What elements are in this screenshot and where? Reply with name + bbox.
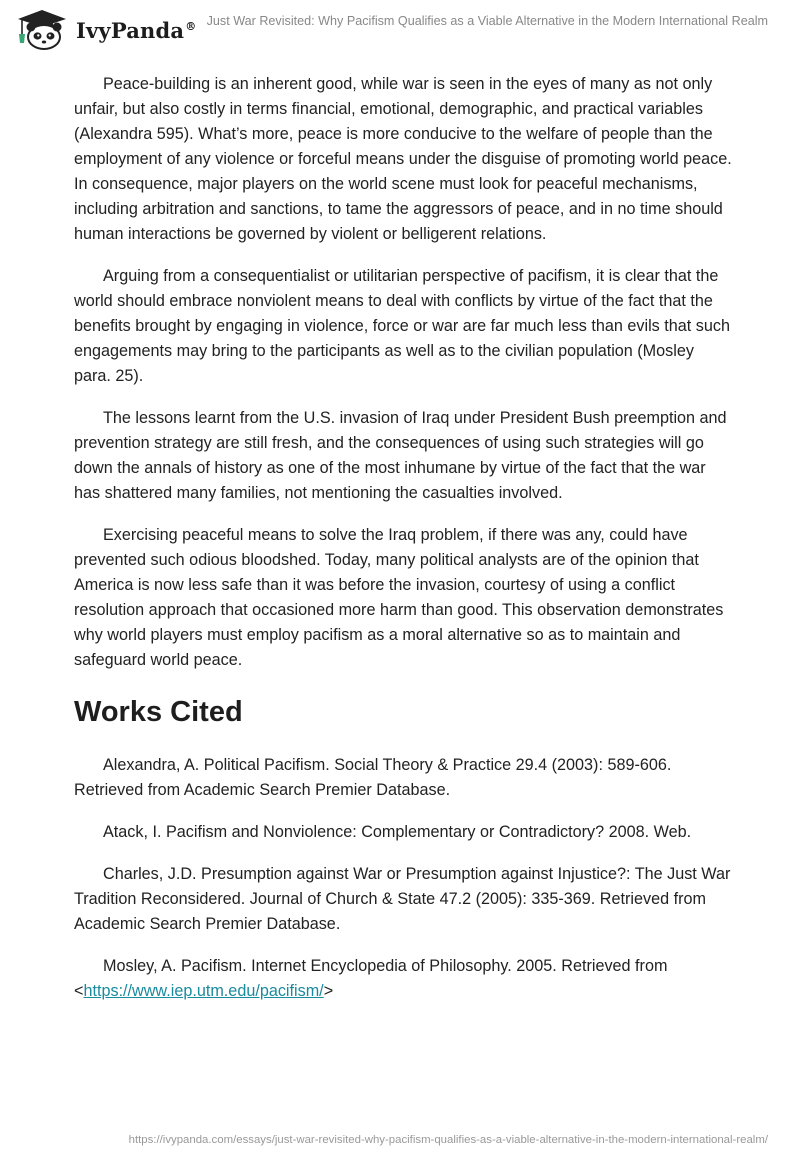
page-header bbox=[0, 0, 800, 60]
essay-content bbox=[74, 72, 734, 1021]
iep-pacifism-link[interactable]: https://www.iep.utm.edu/pacifism/ bbox=[83, 982, 324, 1000]
registered-mark: ® bbox=[185, 19, 197, 33]
body-paragraph-1: Peace-building is an inherent good, while war is seen in the eyes of many as not only unfair, but also costly in terms financial, emotional, demographic, and practical variables (Alexandra 595). What’s more, peace is more conducive to the welfare of people than the employment of any violence or forceful means under the disguise of promoting world peace. In consequence, major players on the world scene must look for peaceful mechanisms, including arbitration and sanctions, to tame the aggressors of peace, and in no time should human interactions be governed by violent or belligerent relations. bbox=[74, 75, 732, 243]
ivypanda-logo[interactable] bbox=[14, 8, 196, 50]
panda-graduate-icon bbox=[14, 8, 70, 50]
body-paragraph-3: The lessons learnt from the U.S. invasion of Iraq under President Bush preemption and prevention strategy are still fresh, and the consequences of using such strategies will go down the annals of history as one of the most inhumane by virtue of the fact that the war has shattered many families, not mentioning the casualties involved. bbox=[74, 409, 727, 502]
document-title: Just War Revisited: Why Pacifism Qualifies as a Viable Alternative in the Modern International Realm bbox=[206, 14, 768, 28]
brand-name: IvyPanda® bbox=[76, 17, 197, 43]
works-cited-heading: Works Cited bbox=[74, 696, 243, 728]
citation-entry-3: Charles, J.D. Presumption against War or Presumption against Injustice?: The Just War Tradition Reconsidered. Journal of Church & State 47.2 (2005): 335-369. Retrieved from Academic Search Premier Database. bbox=[74, 865, 731, 933]
body-paragraph-2: Arguing from a consequentialist or utilitarian perspective of pacifism, it is clear that the world should embrace nonviolent means to deal with conflicts by virtue of the fact that the benefits brought by engaging in violence, force or war are far much less than evils that such engagements may bring to the participants as well as to the civilian population (Mosley para. 25). bbox=[74, 267, 730, 385]
citation-entry-4 bbox=[74, 954, 734, 1004]
citation-entry-4-text: Mosley, A. Pacifism. Internet Encyclopedia of Philosophy. 2005. Retrieved from bbox=[103, 957, 668, 975]
citation-entry-1: Alexandra, A. Political Pacifism. Social Theory & Practice 29.4 (2003): 589-606. Retrieved from Academic Search Premier Database. bbox=[74, 756, 672, 799]
body-paragraph-4: Exercising peaceful means to solve the Iraq problem, if there was any, could have prevented such odious bloodshed. Today, many political analysts are of the opinion that America is now less safe than it was before the invasion, courtesy of using a conflict resolution approach that occasioned more harm than good. This observation demonstrates why world players must employ pacifism as a moral alternative so as to maintain and safeguard world peace. bbox=[74, 526, 724, 669]
citation-entry-2: Atack, I. Pacifism and Nonviolence: Complementary or Contradictory? 2008. Web. bbox=[103, 823, 692, 841]
link-open-bracket: < bbox=[74, 982, 84, 1000]
footer-source-url: https://ivypanda.com/essays/just-war-revisited-why-pacifism-qualifies-as-a-viable-alternative-in-the-modern-international-realm/ bbox=[128, 1134, 768, 1146]
link-close-bracket: > bbox=[323, 982, 334, 1000]
